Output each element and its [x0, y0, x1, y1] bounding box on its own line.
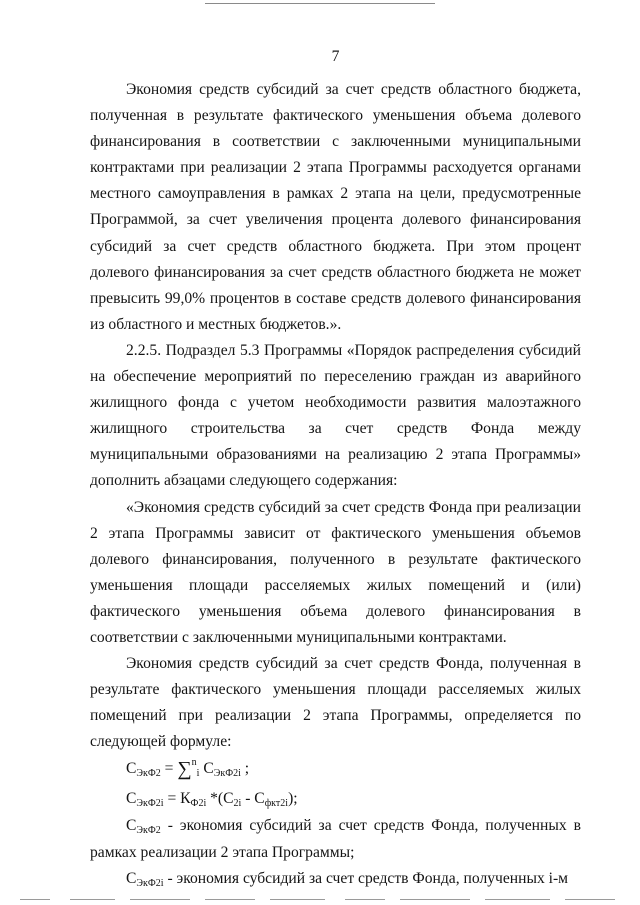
paragraph-regional-budget-savings: Экономия средств субсидий за счет средств областного бюджета, полученная в результате фактического уменьшения объема долевого финансирования в соответствии с заключенными муниципальными контрактами при реализации 2 этапа Программы расходуется органами местного самоуправления в рамках 2 этапа на цели, предусмотренные Программой, за счет увеличения процента долевого финансирования субсидий за счет средств областного бюджета. При этом процент долевого финансирования за счет средств областного бюджета не может превысить 99,0% процентов в составе средств долевого финансирования из областного и местных бюджетов.».: [90, 81, 581, 333]
page-number: 7: [331, 48, 340, 65]
definition-municipal-savings: $С_{ЭкФ2i}$ - экономия субсидий за счет средств Фонда, полученных i-м: [126, 869, 569, 889]
document-page: [90, 44, 581, 892]
formula-total-savings: $С_{ЭкФ2} = \sum^n_i$ $С_{ЭкФ2i}$ ;: [126, 757, 250, 781]
formula-savings-per-municipality: $С_{ЭкФ2i} = К_{Ф2i}$ $*(С_{2i} - С_{фкт2i})$;: [126, 790, 298, 810]
sigma-symbol: ∑: [177, 758, 192, 781]
bottom-scan-artifacts: [0, 897, 640, 903]
paragraph-formula-intro: Экономия средств субсидий за счет средств Фонда, полученная в результате фактического уменьшения площади расселяемых жилых помещений при реализации 2 этапа Программы, определяется по следующей формуле:: [90, 655, 581, 751]
paragraph-fund-savings: «Экономия средств субсидий за счет средств Фонда при реализации 2 этапа Программы зависит от фактического уменьшения объемов долевого финансирования, полученного в результате фактического уменьшения площади расселяемых жилых помещений и (или) фактического уменьшения объема долевого финансирования в соответствии с заключенными муниципальными контрактами.: [90, 498, 581, 646]
definition-total-savings: $С_{ЭкФ2}$ - экономия субсидий за счет средств Фонда, полученных в рамках реализации 2 этапа Программы;: [90, 817, 581, 861]
paragraph-subsection-5-3: 2.2.5. Подраздел 5.3 Программы «Порядок распределения субсидий на обеспечение мероприятий по переселению граждан из аварийного жилищного фонда с учетом необходимости развития малоэтажного жилищного строительства за счет средств Фонда между муниципальными образованиями на реализацию 2 этапа Программы» дополнить абзацами следующего содержания:: [90, 341, 581, 490]
top-scan-line: [205, 3, 435, 4]
